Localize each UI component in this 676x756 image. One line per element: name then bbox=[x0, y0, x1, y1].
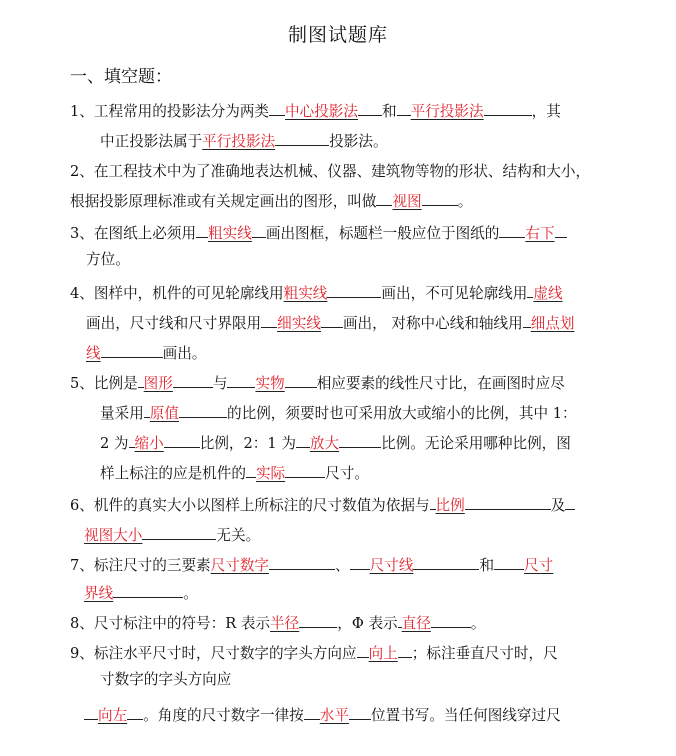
question-6-line-1 bbox=[70, 494, 575, 516]
question-5-line-4 bbox=[100, 462, 369, 484]
question-3-line-2: 方位。 bbox=[86, 251, 130, 268]
question-4-line-2 bbox=[86, 312, 575, 334]
q5-text: 比例。无论采用哪种比例，图 bbox=[381, 435, 571, 452]
q7-answer-3-cont: 界线 bbox=[84, 585, 114, 602]
question-2-line-1: 2、在工程技术中为了准确地表达机械、仪器、建筑物等物的形状、结构和大小， bbox=[70, 163, 591, 180]
q8-answer-2: 直径 bbox=[401, 615, 431, 632]
q4-answer-1: 粗实线 bbox=[283, 285, 328, 302]
q1-answer-3: 平行投影法 bbox=[202, 133, 276, 150]
question-9-line-3 bbox=[84, 704, 561, 726]
q4-text: 画出。 bbox=[162, 345, 207, 362]
q9-text: 位置书写。当任何图线穿过尺 bbox=[370, 707, 561, 724]
q5-text: 2 为 bbox=[100, 435, 129, 452]
q5-text: 相应要素的线性尺寸比，在画图时应尽 bbox=[316, 375, 565, 392]
q3-answer-1: 粗实线 bbox=[208, 225, 252, 242]
q1-answer-2: 平行投影法 bbox=[410, 103, 484, 120]
q5-answer-6: 实际 bbox=[255, 465, 286, 482]
q8-text: 。 bbox=[470, 615, 486, 632]
question-9-line-2: 寸数字的字头方向应 bbox=[100, 671, 232, 688]
q9-answer-3: 水平 bbox=[319, 707, 349, 724]
question-8-line-1 bbox=[70, 612, 485, 634]
question-3-line-1 bbox=[70, 222, 567, 244]
question-1-line-2 bbox=[100, 130, 388, 152]
question-6-line-2 bbox=[84, 524, 260, 546]
q1-text: 投影法。 bbox=[329, 133, 388, 150]
question-1-line-1 bbox=[70, 100, 561, 122]
q5-text: 与 bbox=[212, 375, 228, 392]
q3-text: 3、在图纸上必须用 bbox=[70, 225, 197, 242]
q4-answer-3: 细实线 bbox=[277, 315, 321, 332]
q2-text: 根据投影原理标准或有关规定画出的图形，叫做 bbox=[70, 193, 377, 210]
q5-answer-3: 原值 bbox=[149, 405, 179, 422]
q7-answer-2: 尺寸线 bbox=[369, 557, 414, 574]
q6-answer-2: 视图大小 bbox=[84, 527, 143, 544]
q4-answer-4-cont: 线 bbox=[86, 345, 101, 362]
q5-text: 样上标注的应是机件的 bbox=[100, 465, 246, 482]
question-5-line-1 bbox=[70, 372, 565, 394]
page-title: 制图试题库 bbox=[287, 24, 388, 46]
q5-answer-1: 图形 bbox=[143, 375, 173, 392]
q4-answer-2: 虚线 bbox=[533, 285, 563, 302]
q3-text: 画出图框，标题栏一般应位于图纸的 bbox=[265, 225, 500, 242]
q5-text: 尺寸。 bbox=[325, 465, 369, 482]
question-5-line-3 bbox=[100, 432, 571, 454]
q7-text: 。 bbox=[183, 585, 198, 602]
q4-text: 画出，不可见轮廓线用 bbox=[381, 285, 528, 302]
q9-answer-2: 向左 bbox=[98, 707, 128, 724]
question-2-line-2 bbox=[70, 190, 472, 212]
q8-answer-1: 半径 bbox=[270, 615, 300, 632]
q1-text: 1、工程常用的投影法分为两类 bbox=[70, 103, 270, 120]
q7-answer-3: 尺寸 bbox=[524, 557, 554, 574]
q3-answer-2: 右下 bbox=[525, 225, 555, 242]
question-4-line-3 bbox=[86, 342, 206, 364]
q5-text: 5、比例是 bbox=[70, 375, 138, 392]
q7-answer-1: 尺寸数字 bbox=[210, 557, 270, 574]
q4-text: 画出，尺寸线和尺寸界限用 bbox=[86, 315, 262, 332]
q5-answer-4: 缩小 bbox=[134, 435, 164, 452]
question-4-line-1 bbox=[70, 282, 563, 304]
q5-answer-5: 放大 bbox=[309, 435, 340, 452]
q4-answer-4: 细点划 bbox=[530, 315, 575, 332]
q9-text: 。角度的尺寸数字一律按 bbox=[143, 707, 304, 724]
q1-answer-1: 中心投影法 bbox=[285, 103, 358, 120]
q5-text: 量采用 bbox=[100, 405, 144, 422]
question-7-line-2 bbox=[84, 582, 198, 604]
q2-answer-1: 视图 bbox=[392, 193, 422, 210]
q5-text: 的比例，须要时也可采用放大或缩小的比例，其中 1： bbox=[227, 405, 577, 422]
q1-text: 中正投影法属于 bbox=[100, 133, 203, 150]
q4-text: 画出， 对称中心线和轴线用 bbox=[342, 315, 523, 332]
q9-text: 9、标注水平尺寸时，尺寸数字的字头方向应 bbox=[70, 645, 357, 662]
q6-answer-1: 比例 bbox=[435, 497, 465, 514]
q6-text: 无关。 bbox=[216, 527, 261, 544]
question-7-line-1 bbox=[70, 554, 553, 576]
q1-text: 和 bbox=[382, 103, 397, 120]
q2-text: 。 bbox=[457, 193, 473, 210]
q9-answer-1: 向上 bbox=[368, 645, 398, 662]
q7-text: 和 bbox=[479, 557, 495, 574]
q7-text: 、 bbox=[335, 557, 350, 574]
question-5-line-2 bbox=[100, 402, 577, 424]
q5-text: 比例，2：1 为 bbox=[199, 435, 296, 452]
q7-text: 7、标注尺寸的三要素 bbox=[70, 557, 211, 574]
section-heading: 一、填空题： bbox=[70, 67, 172, 87]
q6-text: 及 bbox=[550, 497, 566, 514]
q9-text: ；标注垂直尺寸时，尺 bbox=[411, 645, 558, 662]
q6-text: 6、机件的真实大小以图样上所标注的尺寸数值为依据与 bbox=[70, 497, 430, 514]
question-9-line-1 bbox=[70, 642, 558, 664]
q5-answer-2: 实物 bbox=[255, 375, 285, 392]
q8-text: 8、尺寸标注中的符号：R 表示 bbox=[70, 615, 271, 632]
q1-text: ，其 bbox=[531, 103, 561, 120]
q4-text: 4、图样中，机件的可见轮廓线用 bbox=[70, 285, 284, 302]
q8-text: ，Φ 表示 bbox=[337, 615, 398, 632]
